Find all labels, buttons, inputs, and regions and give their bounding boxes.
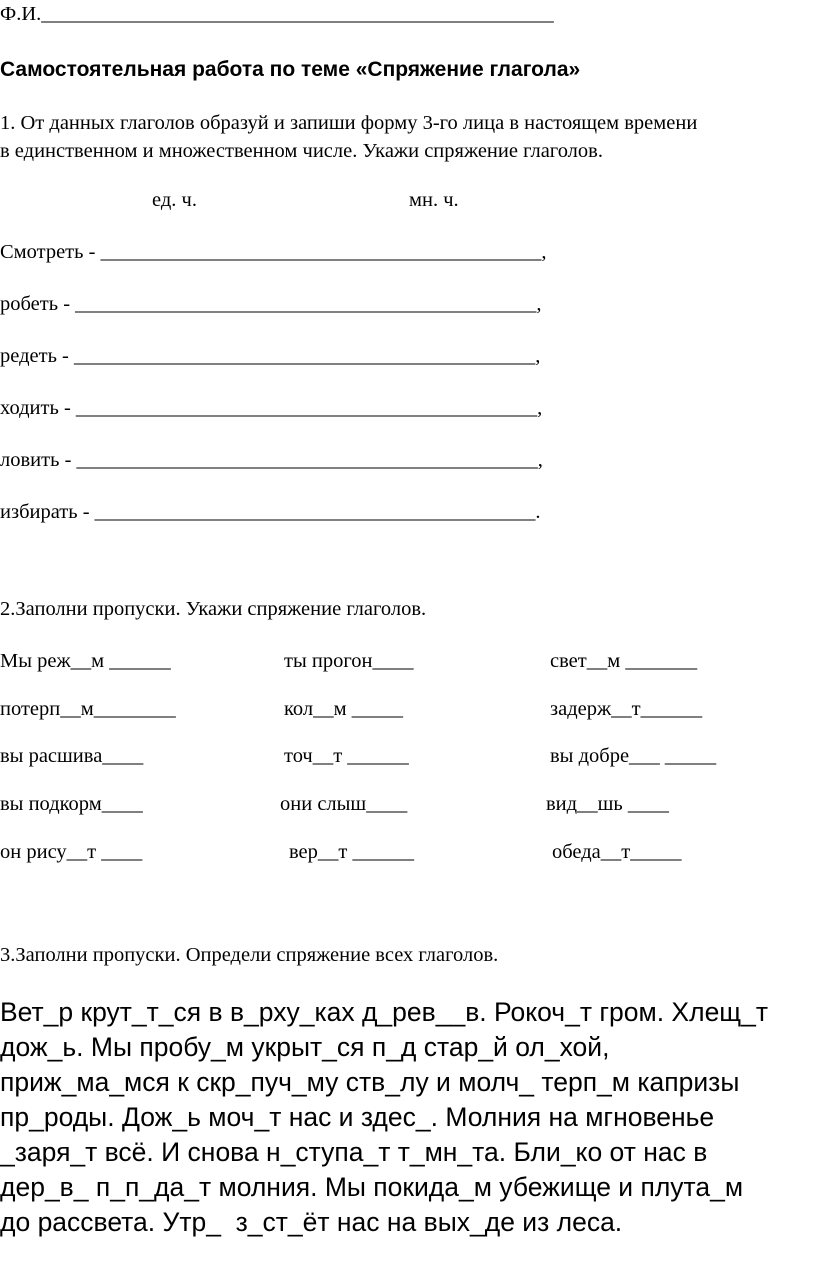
verb-row: редеть - _____________________________________________, [0, 345, 541, 367]
task1-instruction-line1: 1. От данных глаголов образуй и запиши форму 3-го лица в настоящем времени [0, 112, 698, 134]
grid-cell: кол__м _____ [284, 698, 403, 720]
task2-heading: 2.Заполни пропуски. Укажи спряжение глаголов. [0, 598, 427, 620]
worksheet-title: Самостоятельная работа по теме «Спряжение глагола» [0, 58, 581, 81]
grid-cell: свет__м _______ [550, 650, 698, 672]
text-line: дер_в_ п_п_да_т молния. Мы покида_м убежище и плута_м [0, 1172, 744, 1202]
grid-cell: вы расшива____ [0, 745, 144, 767]
text-line: _заря_т всё. И снова н_ступа_т т_мн_та. Бли_ко от нас в [0, 1137, 708, 1167]
text-line: дож_ь. Мы пробу_м укрыт_ся п_д стар_й ол_хой, [0, 1032, 610, 1062]
column-label-singular: ед. ч. [152, 189, 197, 211]
grid-cell: обеда__т_____ [552, 841, 682, 863]
grid-cell: вы добре___ _____ [550, 745, 717, 767]
grid-cell: он рису__т ____ [0, 841, 143, 863]
verb-row: ловить - _____________________________________________, [0, 449, 543, 471]
grid-cell: задерж__т______ [550, 698, 703, 720]
grid-cell: вер__т ______ [289, 841, 414, 863]
verb-row: ходить - _____________________________________________, [0, 397, 543, 419]
grid-cell: Мы реж__м ______ [0, 650, 171, 672]
text-line: пр_роды. Дож_ь моч_т нас и здес_. Молния на мгновенье [0, 1102, 715, 1132]
verb-row: избирать - ___________________________________________. [0, 501, 541, 523]
text-line: Вет_р крут_т_ся в в_рху_ках д_рев__в. Рокоч_т гром. Хлещ_т [0, 997, 768, 1027]
grid-cell: точ__т ______ [284, 745, 409, 767]
grid-cell: ты прогон____ [284, 650, 414, 672]
verb-row: робеть - _____________________________________________, [0, 293, 542, 315]
task1-instruction-line2: в единственном и множественном числе. Укажи спряжение глаголов. [0, 140, 603, 162]
grid-cell: они слыш____ [280, 793, 408, 815]
text-line: приж_ма_мся к скр_пуч_му ств_лу и молч_ терп_м капризы [0, 1067, 740, 1097]
task3-heading: 3.Заполни пропуски. Определи спряжение всех глаголов. [0, 944, 499, 966]
column-label-plural: мн. ч. [409, 189, 459, 211]
grid-cell: вид__шь ____ [546, 793, 669, 815]
task3-text-block [0, 995, 816, 1240]
grid-cell: вы подкорм____ [0, 793, 143, 815]
name-field-line: Ф.И.__________________________________________________ [0, 3, 554, 25]
verb-row: Смотреть - ___________________________________________, [0, 241, 547, 263]
grid-cell: потерп__м________ [0, 698, 176, 720]
text-line: до рассвета. Утр_ з_ст_ёт нас на вых_де из леса. [0, 1207, 623, 1237]
